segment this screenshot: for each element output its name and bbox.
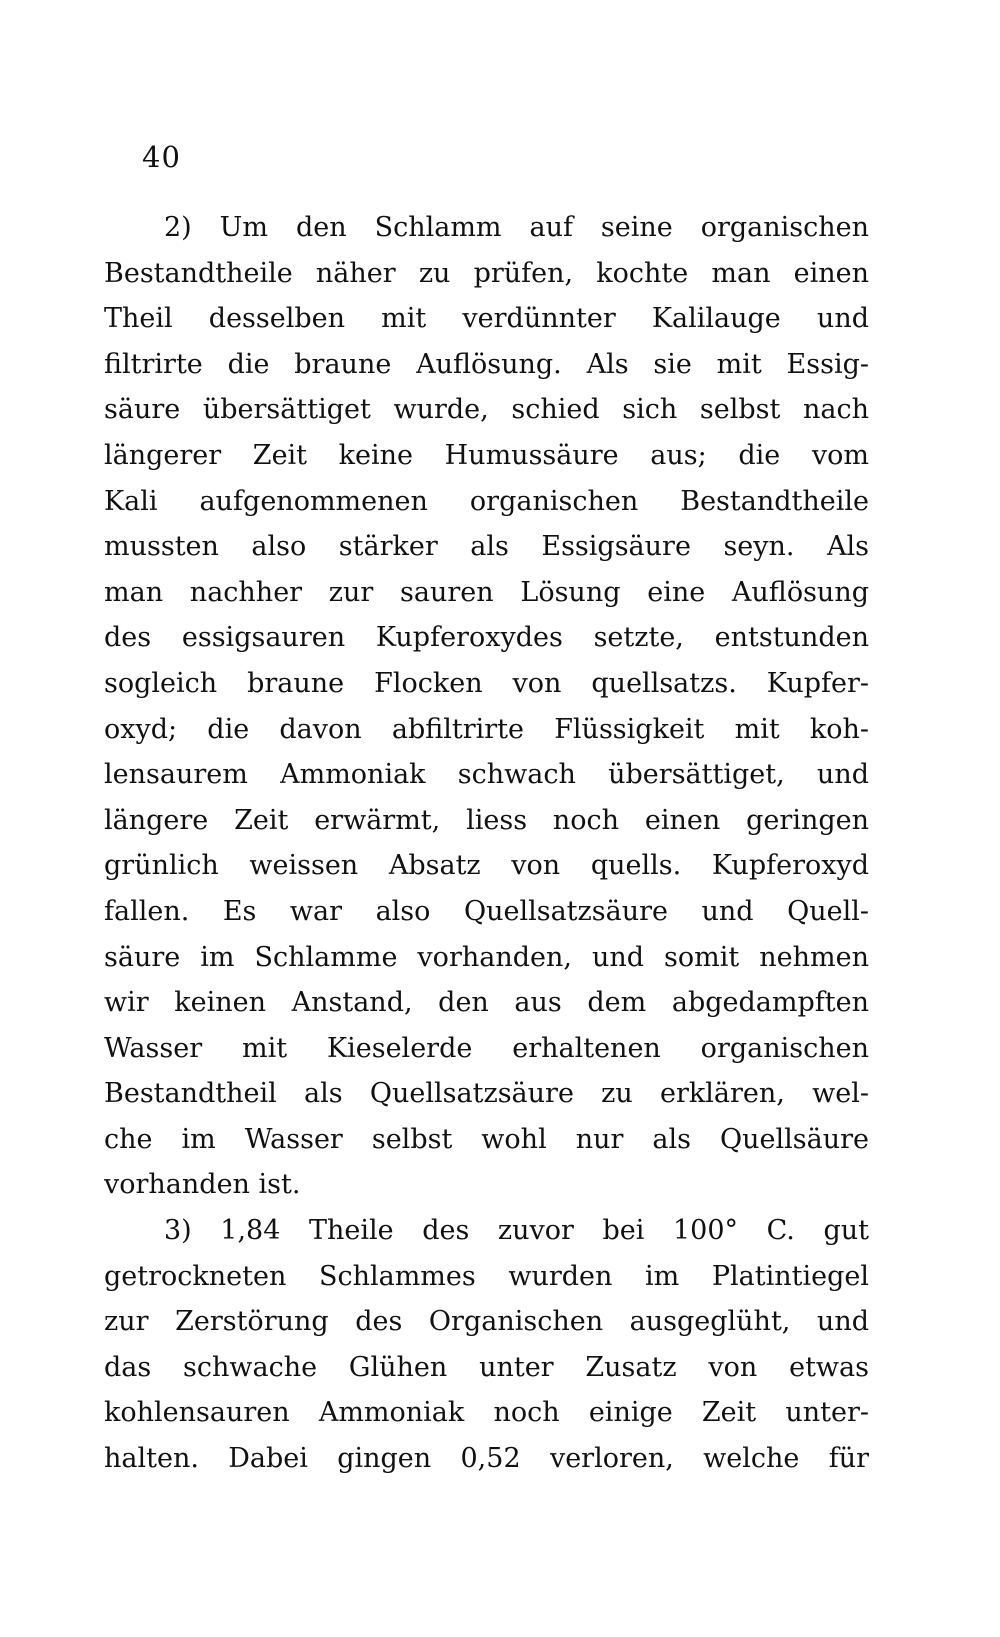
- text-line: säure übersättiget wurde, schied sich selbst nach: [104, 394, 869, 426]
- text-line: sogleich braune Flocken von quellsatzs. Kupfer-: [104, 667, 869, 699]
- body-text: [104, 205, 869, 1482]
- text-line: oxyd; die davon abfiltrirte Flüssigkeit mit koh-: [104, 713, 869, 745]
- text-line: 2) Um den Schlamm auf seine organischen: [164, 212, 869, 243]
- text-line: des essigsauren Kupferoxydes setzte, entstunden: [104, 622, 869, 654]
- text-line: längerer Zeit keine Humussäure aus; die vom: [104, 439, 869, 471]
- text-line: Wasser mit Kieselerde erhaltenen organischen: [104, 1032, 869, 1064]
- text-line: mussten also stärker als Essigsäure seyn. Als: [104, 531, 869, 563]
- text-line: filtrirte die braune Auflösung. Als sie mit Essig-: [104, 348, 869, 380]
- text-line: vorhanden ist.: [104, 1169, 301, 1201]
- text-line: das schwache Glühen unter Zusatz von etwas: [104, 1351, 869, 1383]
- text-line: wir keinen Anstand, den aus dem abgedampften: [104, 987, 869, 1019]
- text-line: 3) 1,84 Theile des zuvor bei 100° C. gut: [164, 1215, 869, 1247]
- text-line: zur Zerstörung des Organischen ausgeglüht, und: [104, 1306, 869, 1338]
- text-line: Kali aufgenommenen organischen Bestandtheile: [104, 485, 869, 517]
- text-line: Theil desselben mit verdünnter Kalilauge und: [104, 303, 869, 335]
- text-line: grünlich weissen Absatz von quells. Kupferoxyd: [104, 850, 869, 882]
- text-line: getrockneten Schlammes wurden im Platintiegel: [104, 1260, 869, 1292]
- text-line: Bestandtheil als Quellsatzsäure zu erklären, wel-: [104, 1078, 869, 1110]
- text-line: halten. Dabei gingen 0,52 verloren, welche für: [104, 1443, 869, 1475]
- text-line: lensaurem Ammoniak schwach übersättiget, und: [104, 759, 869, 791]
- text-line: man nachher zur sauren Lösung eine Auflösung: [104, 576, 869, 608]
- text-line: längere Zeit erwärmt, liess noch einen geringen: [104, 804, 869, 836]
- page-number: 40: [142, 140, 181, 174]
- text-line: fallen. Es war also Quellsatzsäure und Quell-: [104, 895, 869, 927]
- text-line: säure im Schlamme vorhanden, und somit nehmen: [104, 941, 869, 973]
- text-line: Bestandtheile näher zu prüfen, kochte man einen: [104, 257, 869, 289]
- text-line: che im Wasser selbst wohl nur als Quellsäure: [104, 1123, 869, 1155]
- text-line: kohlensauren Ammoniak noch einige Zeit unter-: [104, 1397, 869, 1429]
